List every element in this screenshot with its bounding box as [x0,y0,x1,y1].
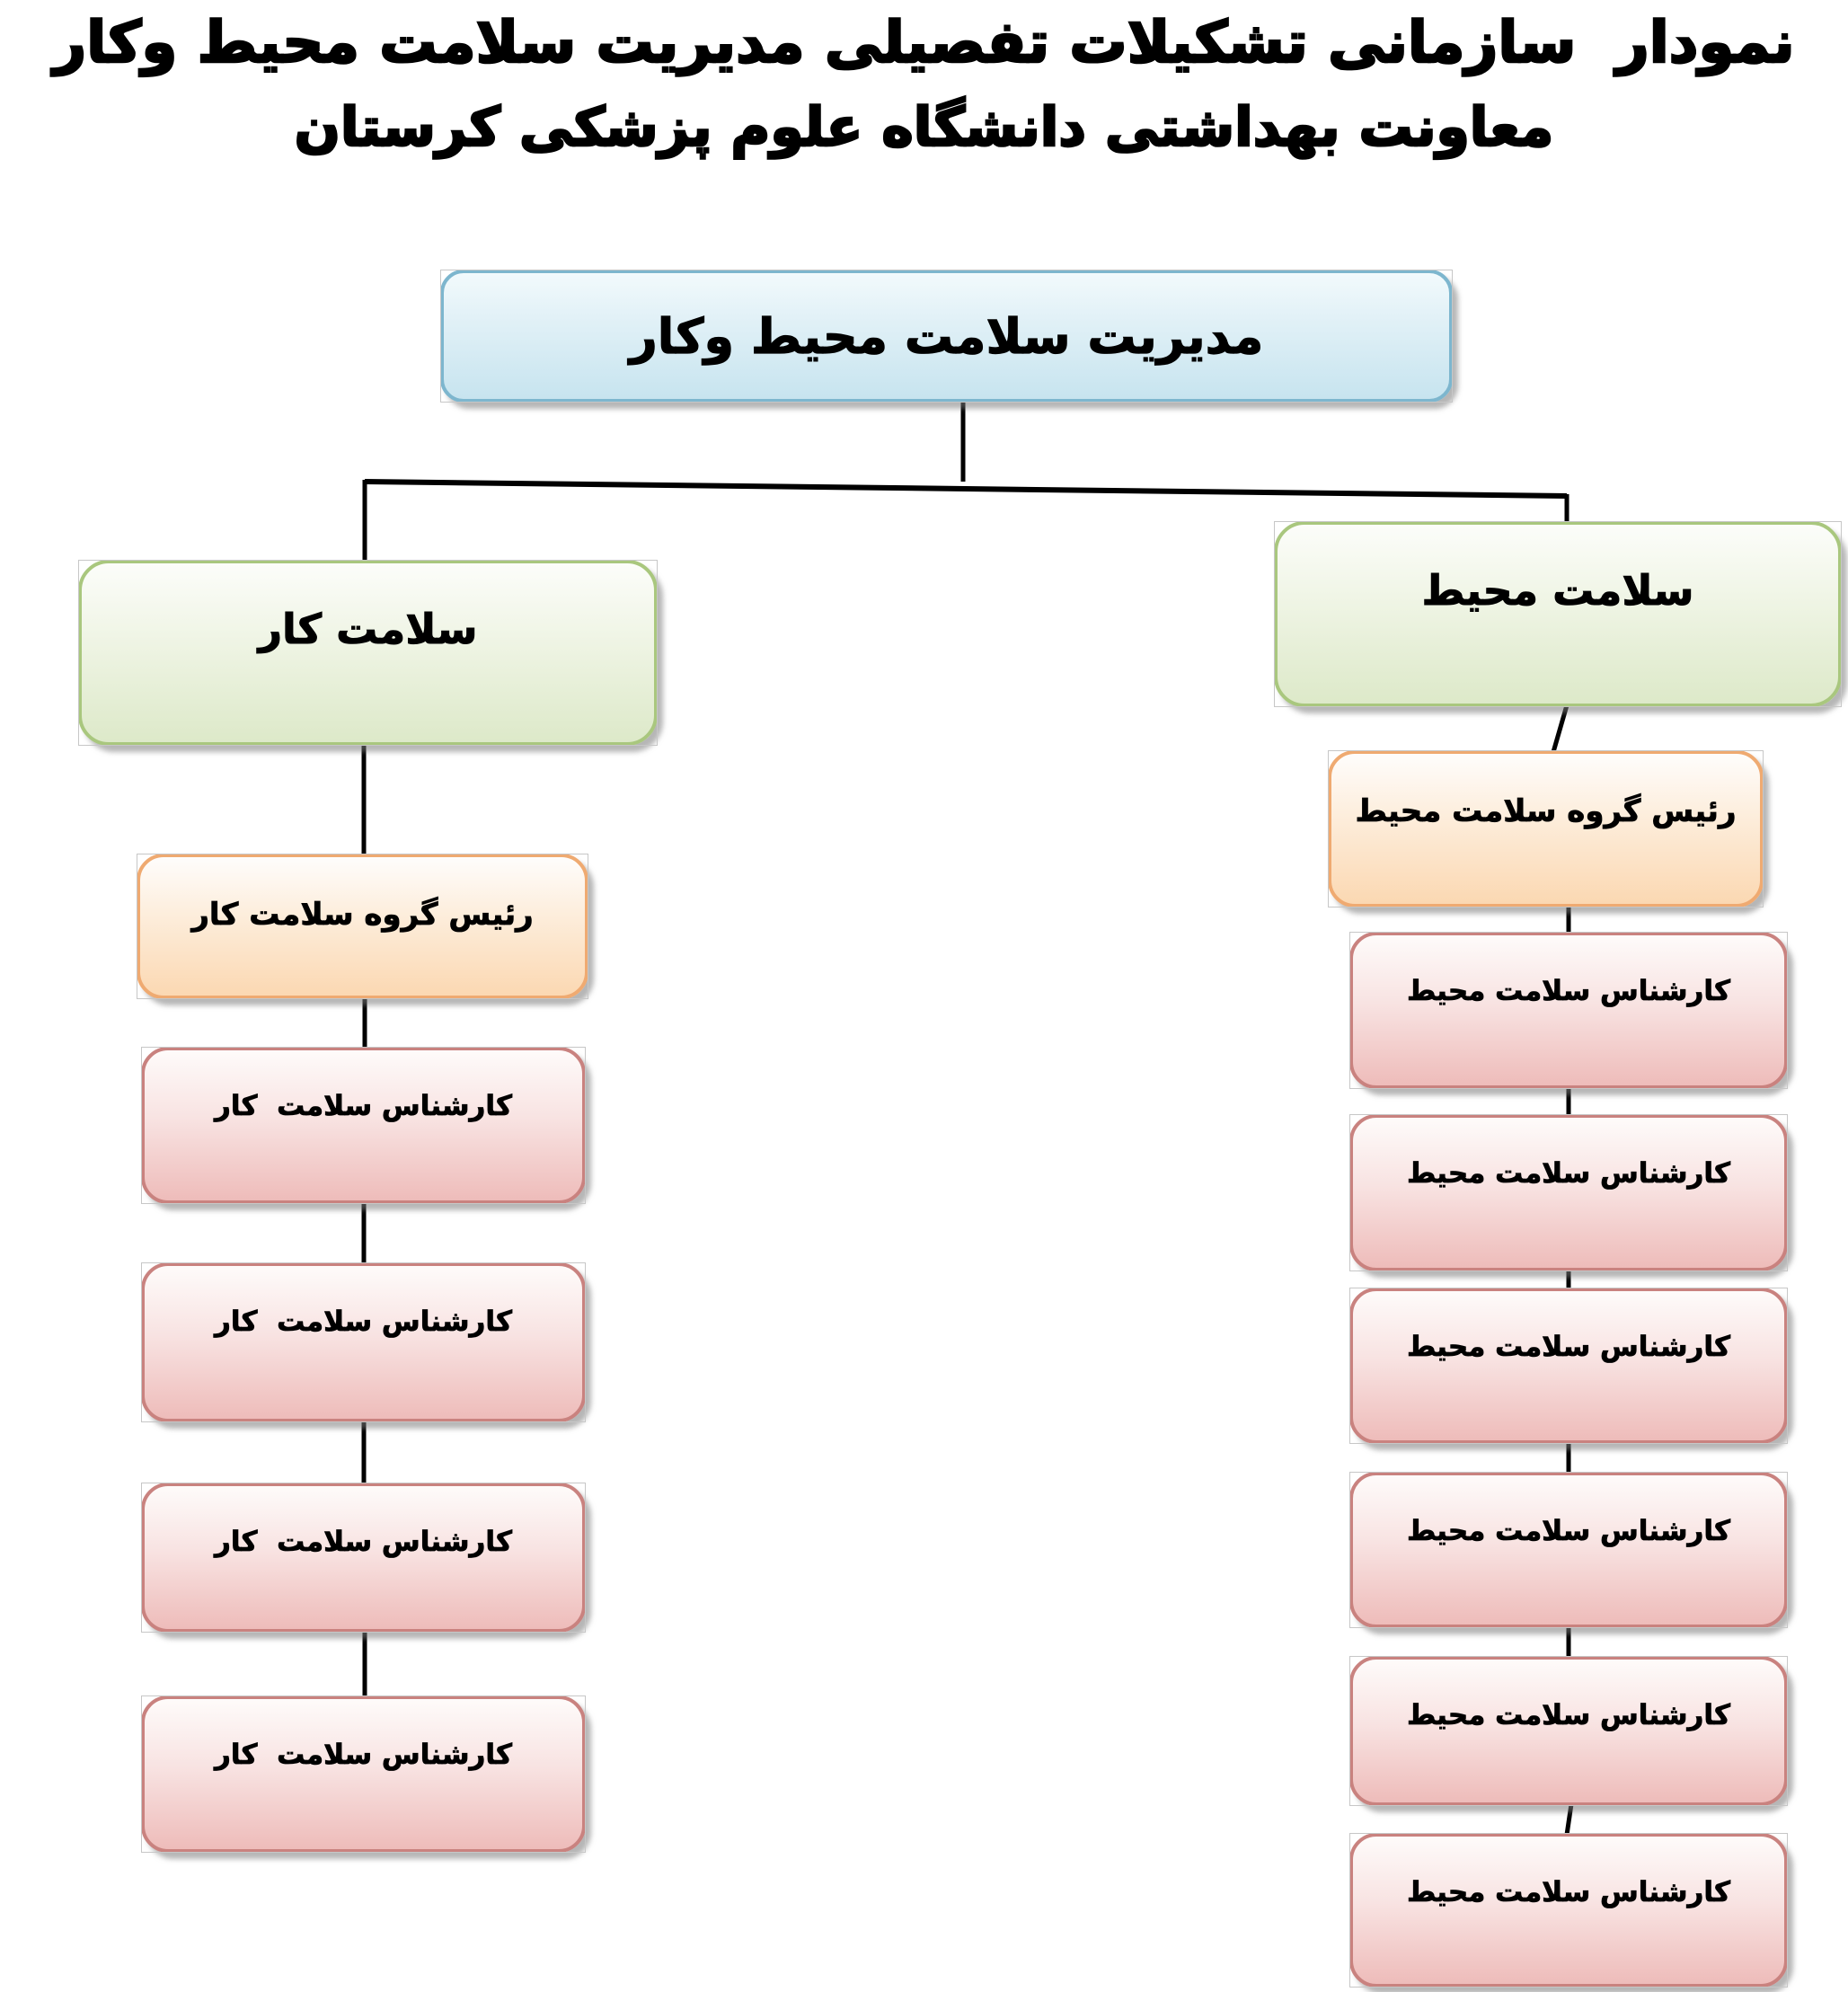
node-env-expert-2 [1349,1114,1788,1271]
node-work-expert-1 [141,1047,586,1204]
node-branch-environment [1274,521,1842,707]
node-branch-environment-label: سلامت محیط [1421,566,1694,615]
node-env-expert-4 [1349,1472,1788,1628]
node-env-expert-2-label: کارشناس سلامت محیط [1406,1157,1731,1190]
node-env-expert-3 [1349,1288,1788,1444]
node-work-expert-3-label: کارشناس سلامت کار [215,1526,512,1558]
node-env-expert-6-label: کارشناس سلامت محیط [1406,1876,1731,1908]
node-work-expert-2-label: کارشناس سلامت کار [215,1306,512,1338]
node-work-expert-4 [141,1695,586,1853]
chart-title-line2: معاونت بهداشتی دانشگاه علوم پزشکی کرستان [294,96,1554,159]
node-work-head [137,854,588,999]
connector-top-bar [365,482,1567,496]
node-branch-work-label: سلامت کار [258,605,478,653]
node-root-label: مدیریت سلامت محیط وکار [629,307,1264,365]
chart-title [0,0,1848,169]
connector-env-green-head [1553,705,1567,752]
node-env-expert-5-label: کارشناس سلامت محیط [1406,1699,1731,1731]
node-branch-work [78,560,658,746]
node-root [440,270,1453,403]
node-env-head [1328,750,1764,907]
node-env-expert-1-label: کارشناس سلامت محیط [1406,975,1731,1007]
node-env-expert-6 [1349,1833,1788,1988]
connector-env-expert5-6 [1567,1804,1571,1835]
node-env-expert-3-label: کارشناس سلامت محیط [1406,1331,1731,1363]
node-env-head-label: رئیس گروه سلامت محیط [1355,793,1737,829]
node-env-expert-1 [1349,932,1788,1089]
node-work-head-label: رئیس گروه سلامت کار [191,897,534,933]
node-work-expert-3 [141,1483,586,1633]
node-work-expert-2 [141,1262,586,1422]
node-env-expert-5 [1349,1656,1788,1806]
node-env-expert-4-label: کارشناس سلامت محیط [1406,1515,1731,1547]
chart-title-line1: نمودار سازمانی تشکیلات تفصیلی مدیریت سلامت محیط وکار [53,10,1795,76]
node-work-expert-4-label: کارشناس سلامت کار [215,1739,512,1771]
node-work-expert-1-label: کارشناس سلامت کار [215,1090,512,1122]
